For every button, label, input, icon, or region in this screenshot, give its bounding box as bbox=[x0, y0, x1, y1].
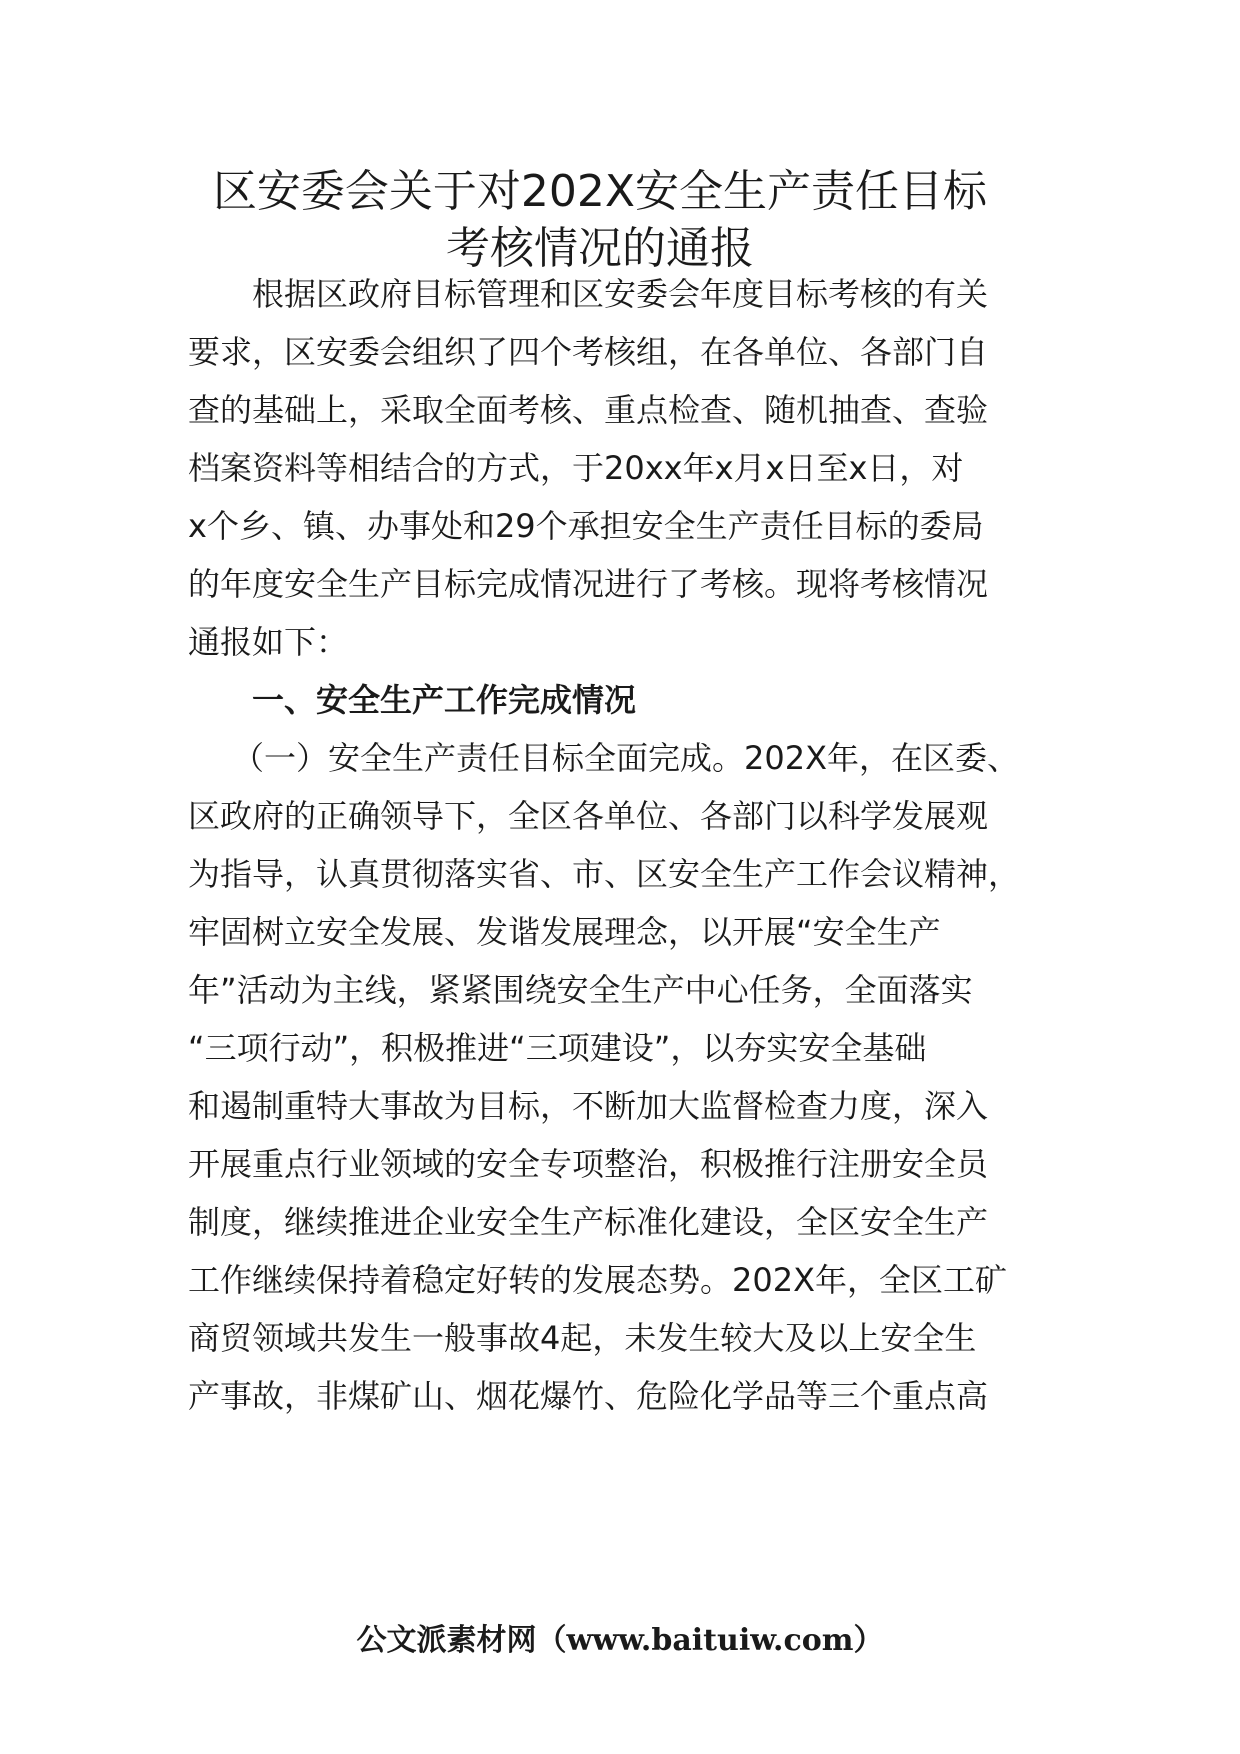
paragraph-line: 和遏制重特大事故为目标，不断加大监督检查力度，深入 bbox=[188, 1087, 989, 1125]
paragraph-line: “三项行动”，积极推进“三项建设”，以夯实安全基础 bbox=[188, 1029, 927, 1067]
paragraph-line: 开展重点行业领域的安全专项整治，积极推行注册安全员 bbox=[188, 1145, 989, 1183]
paragraph-line: （一）安全生产责任目标全面完成。202X年，在区委、 bbox=[232, 739, 1020, 777]
section-heading: 一、安全生产工作完成情况 bbox=[252, 681, 637, 719]
paragraph-line: 年”活动为主线，紧紧围绕安全生产中心任务，全面落实 bbox=[188, 971, 973, 1009]
document-title-line-1: 区安委会关于对202X安全生产责任目标 bbox=[212, 166, 988, 217]
document-title-line-2: 考核情况的通报 bbox=[446, 223, 754, 274]
paragraph-line: 工作继续保持着稳定好转的发展态势。202X年，全区工矿 bbox=[188, 1261, 1008, 1299]
paragraph-line: 查的基础上，采取全面考核、重点检查、随机抽查、查验 bbox=[188, 391, 989, 429]
paragraph-line: 根据区政府目标管理和区安委会年度目标考核的有关 bbox=[252, 275, 989, 313]
footer-watermark: 公文派素材网（www.baituiw.com） bbox=[356, 1623, 884, 1658]
paragraph-line: 区政府的正确领导下，全区各单位、各部门以科学发展观 bbox=[188, 797, 989, 835]
paragraph-line: 通报如下： bbox=[188, 623, 349, 661]
paragraph-line: 为指导，认真贯彻落实省、市、区安全生产工作会议精神， bbox=[188, 855, 1021, 893]
paragraph-line: 牢固树立安全发展、发谐发展理念，以开展“安全生产 bbox=[188, 913, 941, 951]
paragraph-line: 制度，继续推进企业安全生产标准化建设，全区安全生产 bbox=[188, 1203, 989, 1241]
paragraph-line: 档案资料等相结合的方式，于20xx年x月x日至x日，对 bbox=[188, 449, 964, 487]
paragraph-line: 的年度安全生产目标完成情况进行了考核。现将考核情况 bbox=[188, 565, 989, 603]
paragraph-line: 产事故，非煤矿山、烟花爆竹、危险化学品等三个重点高 bbox=[188, 1377, 989, 1415]
paragraph-line: 要求，区安委会组织了四个考核组，在各单位、各部门自 bbox=[188, 333, 989, 371]
paragraph-line: 商贸领域共发生一般事故4起，未发生较大及以上安全生 bbox=[188, 1319, 977, 1357]
paragraph-line: x个乡、镇、办事处和29个承担安全生产责任目标的委局 bbox=[188, 507, 984, 545]
